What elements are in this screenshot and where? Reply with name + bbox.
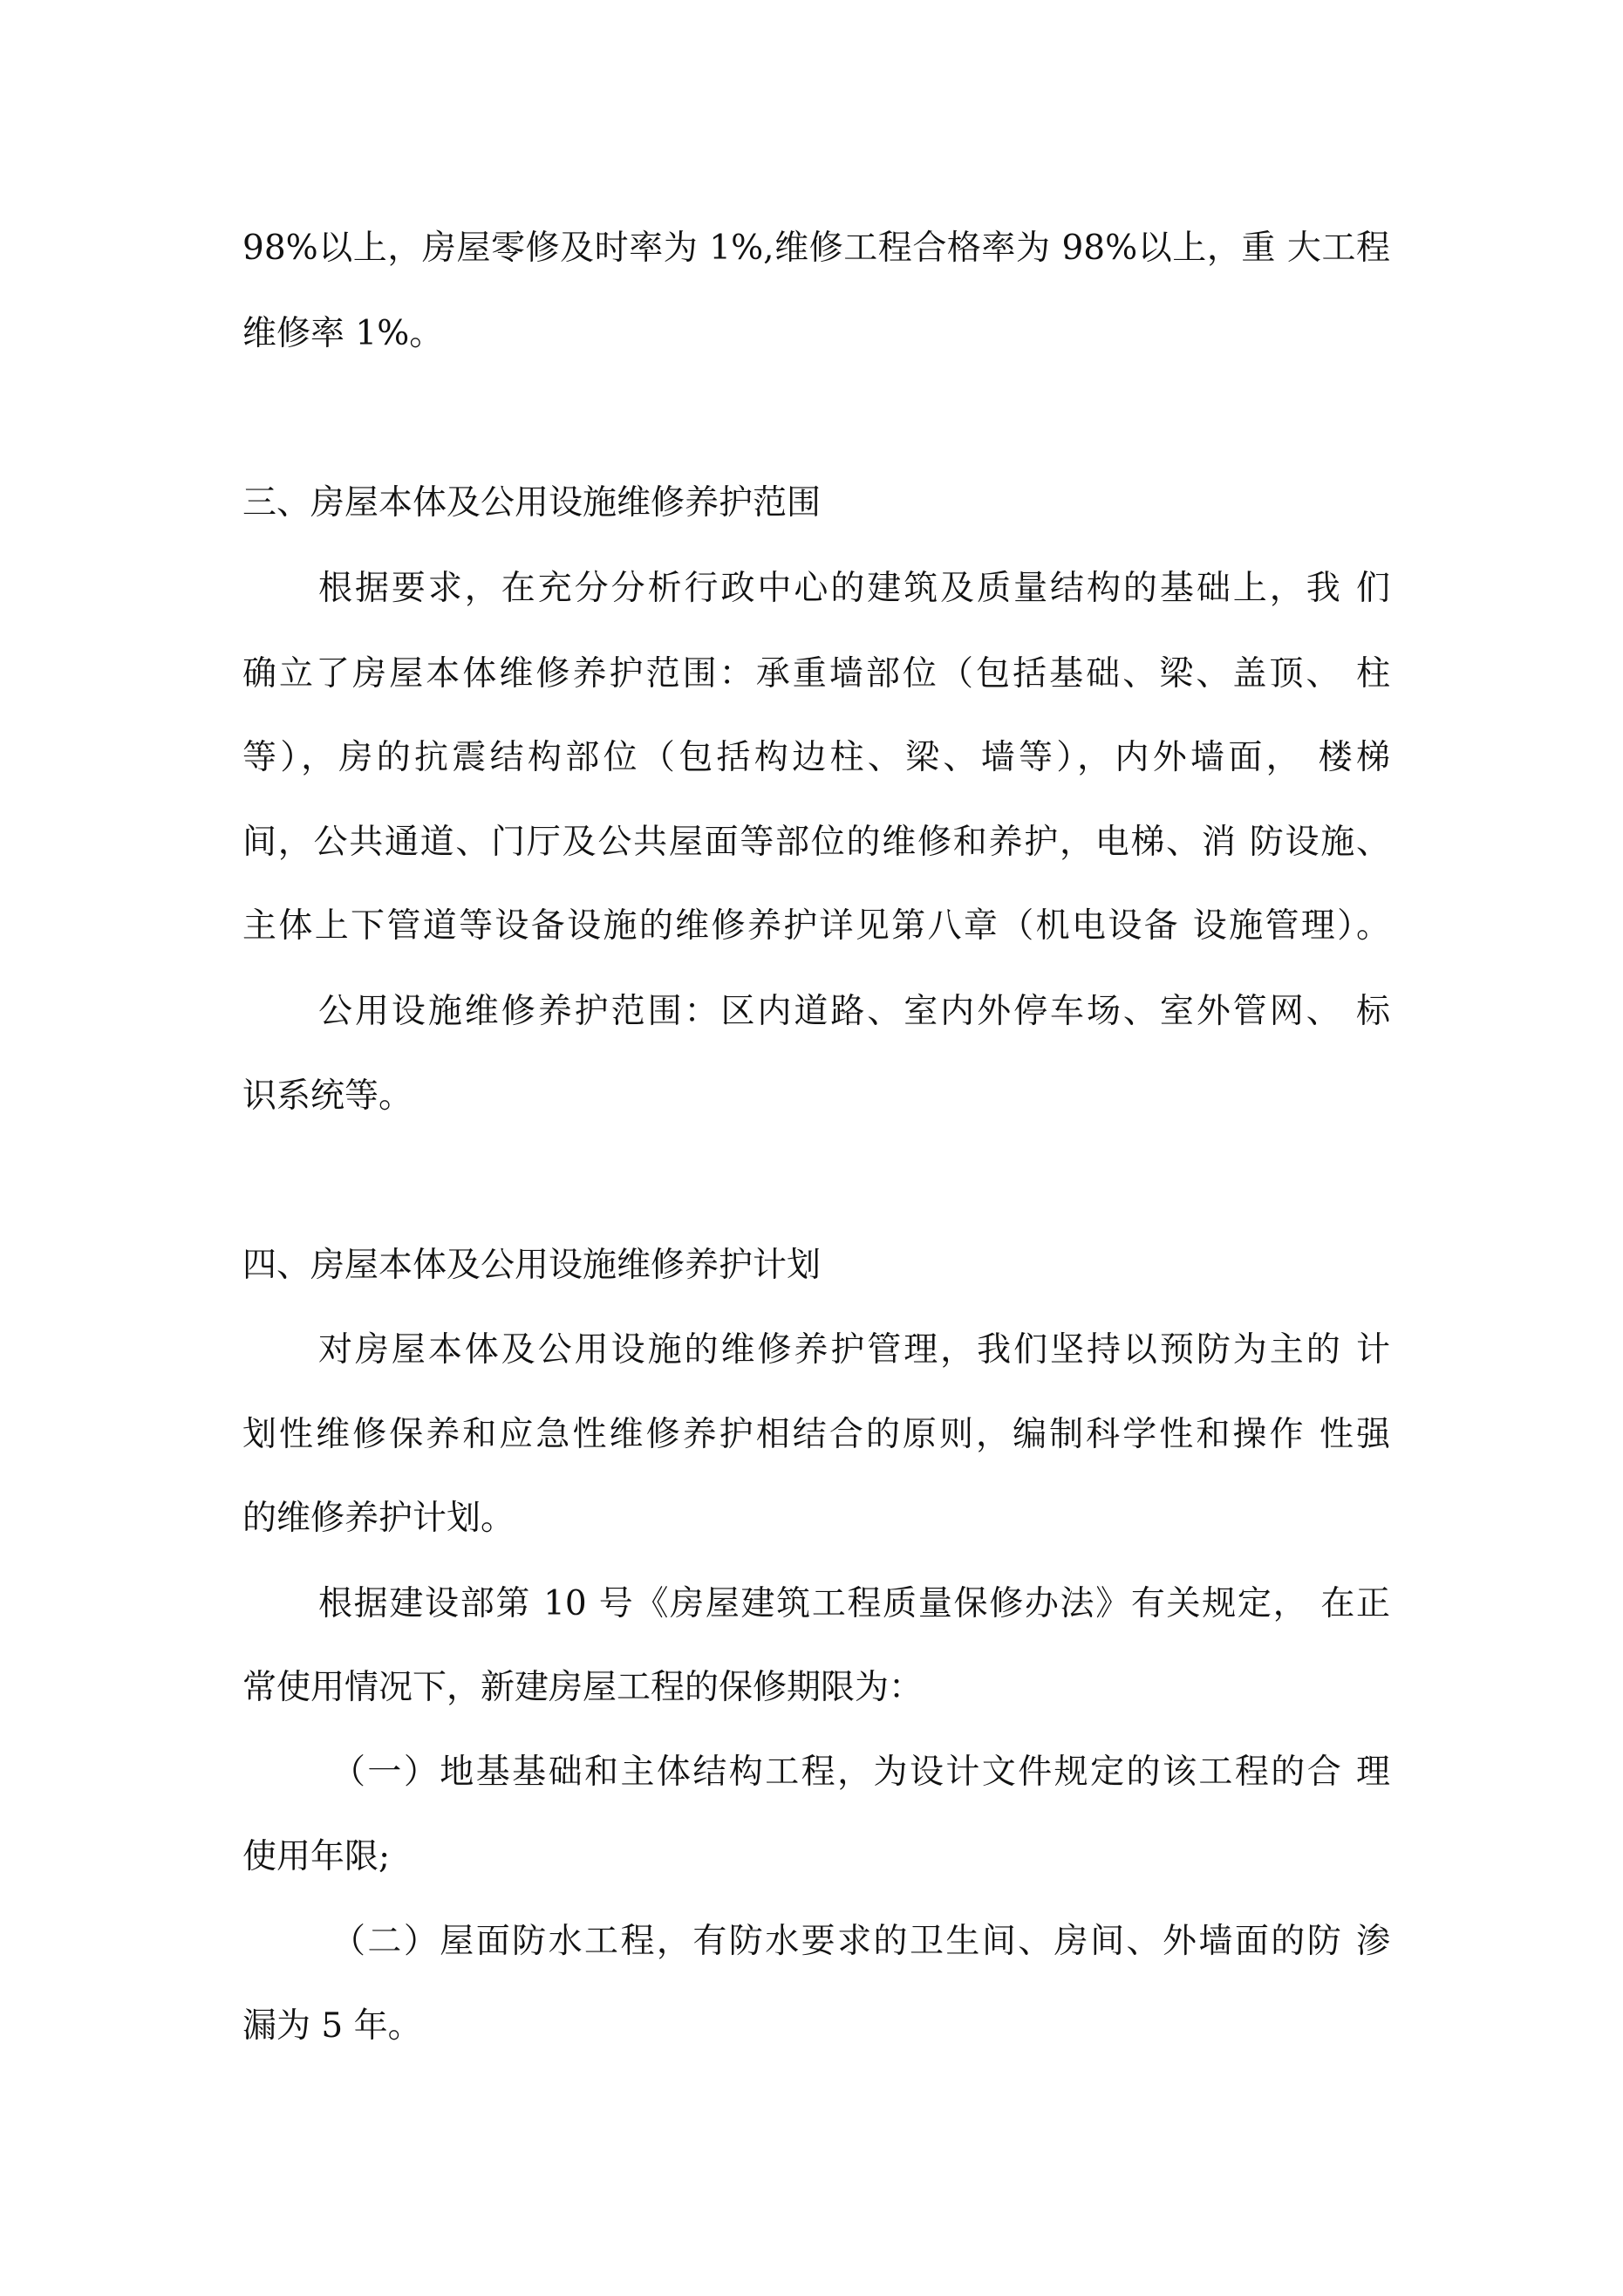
- paragraph-line: 划性维修保养和应急性维修养护相结合的原则，编制科学性和操作 性强: [242, 1415, 1390, 1454]
- paragraph-line: 根据建设部第 10 号《房屋建筑工程质量保修办法》有关规定， 在正: [318, 1584, 1390, 1623]
- paragraph-line: 间，公共通道、门厅及公共屋面等部位的维修和养护，电梯、消 防设施、: [242, 823, 1390, 862]
- paragraph-line: 98%以上，房屋零修及时率为 1%,维修工程合格率为 98%以上，重 大工程: [242, 229, 1390, 268]
- paragraph-line: 主体上下管道等设备设施的维修养护详见第八章（机电设备 设施管理）。: [242, 906, 1390, 946]
- paragraph-line: 确立了房屋本体维修养护范围：承重墙部位（包括基础、梁、盖顶、 柱: [242, 654, 1390, 694]
- paragraph-line: 的维修养护计划。: [242, 1499, 515, 1538]
- section-heading: 三、房屋本体及公用设施维修养护范围: [242, 483, 822, 523]
- list-item-line: （一）地基基础和主体结构工程，为设计文件规定的该工程的合 理: [331, 1753, 1390, 1792]
- paragraph-line: 等），房的抗震结构部位（包括构边柱、梁、墙等），内外墙面， 楼梯: [242, 738, 1390, 777]
- paragraph-line: 公用设施维修养护范围：区内道路、室内外停车场、室外管网、 标: [318, 992, 1390, 1031]
- paragraph-line: 根据要求，在充分分析行政中心的建筑及质量结构的基础上，我 们: [318, 569, 1390, 608]
- section-heading: 四、房屋本体及公用设施维修养护计划: [242, 1246, 822, 1285]
- paragraph-line: 维修率 1%。: [242, 314, 444, 353]
- paragraph-line: 常使用情况下，新建房屋工程的保修期限为：: [242, 1668, 924, 1707]
- paragraph-line: 对房屋本体及公用设施的维修养护管理，我们坚持以预防为主的 计: [318, 1330, 1390, 1370]
- list-item-line: 使用年限;: [242, 1837, 391, 1876]
- paragraph-line: 识系统等。: [242, 1076, 413, 1116]
- list-item-line: 漏为 5 年。: [242, 2006, 422, 2046]
- list-item-line: （二）屋面防水工程，有防水要求的卫生间、房间、外墙面的防 渗: [331, 1922, 1390, 1961]
